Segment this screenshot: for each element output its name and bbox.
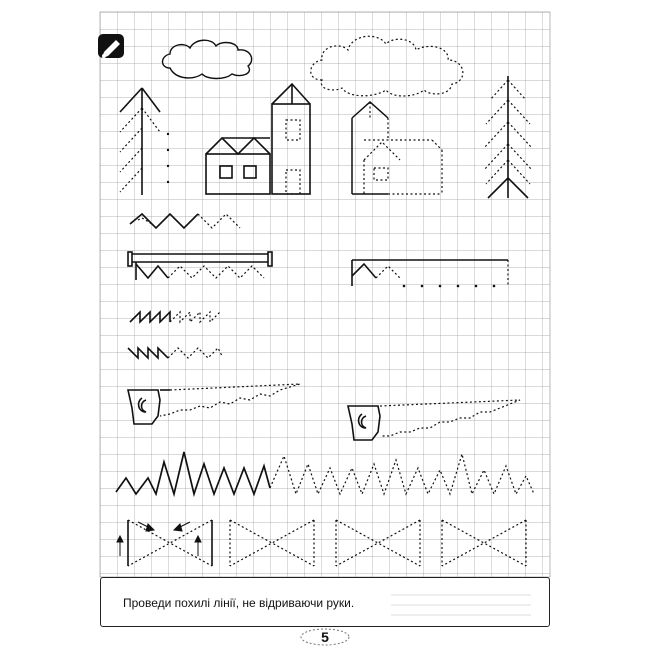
page-number: 5 <box>321 629 329 645</box>
page-number-wrap <box>298 628 352 646</box>
pencil-icon <box>98 34 124 58</box>
grid-paper <box>100 12 550 577</box>
instruction-box <box>100 577 550 627</box>
writing-guide-lines <box>391 583 531 623</box>
instruction-text: Проведи похилі лінії, не відриваючи руки. <box>123 596 355 610</box>
